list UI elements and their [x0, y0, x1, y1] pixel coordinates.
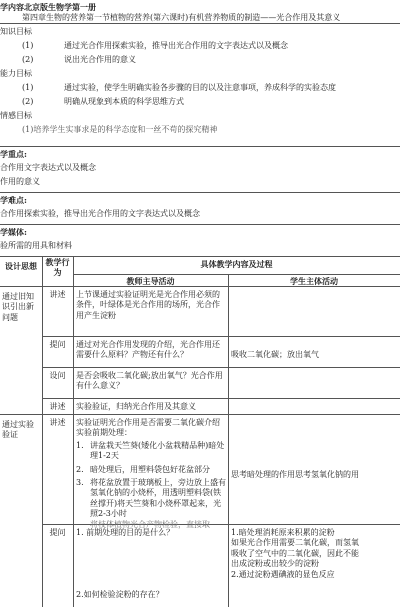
form-row-2: 提问 — [49, 340, 66, 349]
knowledge-goal-2-num: (2) — [22, 55, 34, 64]
emotion-goal-title: 情感目标 — [0, 111, 32, 120]
form-row-1: 讲述 — [49, 290, 66, 299]
teacher-row-2: 通过对光合作用发现的介绍，光合作用还需要什么原料？产物还有什么？ — [76, 340, 220, 360]
teacher-row-5 — [76, 418, 226, 529]
student-answer-line: 吸收了空气中的二氧化碳，因此不能 — [231, 548, 359, 558]
student-row-6 — [231, 528, 400, 606]
lesson-title: 第四章生物的营养第一节植物的营养(第六课时)有机营养物质的制造——光合作用及其意义 — [22, 13, 341, 22]
ability-goal-title: 能力目标 — [0, 69, 32, 78]
key-points — [0, 146, 400, 193]
header-content: 具体教学内容及过程 — [200, 259, 273, 269]
step-2: 2. 暗处理后，用塑料袋包好花盆部分 — [76, 464, 210, 474]
step-3: 3. 将花盆放置于玻璃板上，旁边放上盛有氢氧化钠的小烧杯，用透明塑料袋(铁丝撑开)将天竺葵和小烧杯罩起来，光照2-3小时 — [76, 477, 226, 519]
process-table — [0, 256, 400, 607]
header-design: 设计思想 — [5, 261, 37, 271]
step-1: 1. 讲盆栽天竺葵(矮化小盆栽精品种)暗处理1-2天 — [76, 440, 225, 461]
course-info: 学内容北京版生物学第一册 — [0, 2, 96, 12]
student-row-5: 思考暗处理的作用思考氢氧化钠的用 — [231, 470, 359, 479]
media-text: 验所需的用具和材料 — [0, 241, 72, 250]
knowledge-goal-2: 说出光合作用的意义 — [64, 55, 136, 64]
media — [0, 224, 400, 256]
ability-goal-2: 明确从现象到本质的科学思维方式 — [64, 97, 184, 106]
student-row-2: 吸收二氧化碳；放出氧气 — [231, 350, 319, 359]
form-row-5: 讲述 — [49, 418, 66, 427]
difficulty-text: 合作用探索实验，推导出光合作用的文字表达式以及概念 — [0, 209, 200, 218]
header-form: 教学行为 — [45, 257, 70, 278]
key-points-title: 学重点: — [0, 149, 27, 159]
difficulty-title: 学难点: — [0, 195, 27, 205]
teacher-row-5-intro: 实验证明光合作用是否需要二氧化碳介绍实验前期处理： — [76, 418, 220, 438]
media-title: 学媒体: — [0, 227, 27, 237]
knowledge-goal-1: 通过光合作用探索实验，推导出光合作用的文字表达式以及概念 — [64, 41, 288, 50]
student-answer-line: 2.通过淀粉遇碘液的显色反应 — [231, 569, 335, 579]
form-row-4: 讲述 — [49, 402, 66, 411]
teacher-row-6-q2: 2.如何检验淀粉的存在？ — [76, 590, 164, 599]
teacher-row-1: 上节课通过实验证明光是光合作用必须的条件，叶绿体是光合作用的场所，光合作用产生淀粉 — [76, 290, 220, 320]
teacher-row-3: 是否会吸收二氧化碳;放出氧气？光合作用有什么意义？ — [76, 371, 223, 391]
student-answer-line: 1.暗处理消耗原来积累的淀粉 — [231, 528, 335, 537]
ability-goal-2-num: (2) — [22, 97, 34, 106]
document-header — [0, 0, 400, 24]
knowledge-goal-title: 知识目标 — [0, 27, 32, 36]
knowledge-goal-1-num: (1) — [22, 41, 34, 50]
difficulty — [0, 192, 400, 225]
key-point-2: 作用的意义 — [0, 177, 40, 186]
ability-goal-1: 通过实验，使学生明确实验各步骤的目的以及注意事项，养成科学的实验态度 — [64, 83, 336, 92]
student-answer-line: 如果光合作用需要二氧化碳，而氢氧 — [231, 538, 359, 548]
step-4: 将枝体植物光合产物检验，直接取 — [90, 519, 210, 529]
key-point-1: 合作用文字表达式以及概念 — [0, 163, 96, 172]
form-row-3: 设问 — [49, 371, 66, 380]
teacher-row-6-q1: 1. 前期处理的目的是什么？ — [76, 528, 175, 537]
form-row-6: 提问 — [49, 528, 66, 537]
emotion-goal-1: (1)培养学生实事求是的科学态度和一丝不苟的探究精神 — [22, 125, 218, 134]
ability-goal-1-num: (1) — [22, 83, 34, 92]
header-teacher: 教师主导活动 — [126, 276, 175, 286]
header-student: 学生主体活动 — [290, 276, 338, 286]
teaching-goals — [0, 24, 400, 147]
teacher-row-4: 实验验证，归纳光合作用及其意义 — [76, 402, 196, 411]
student-answer-line: 出成淀粉或出较少的淀粉 — [231, 559, 319, 569]
design-review: 通过旧知识引出新问题 — [2, 292, 34, 322]
design-experiment: 通过实验验证 — [2, 420, 34, 440]
